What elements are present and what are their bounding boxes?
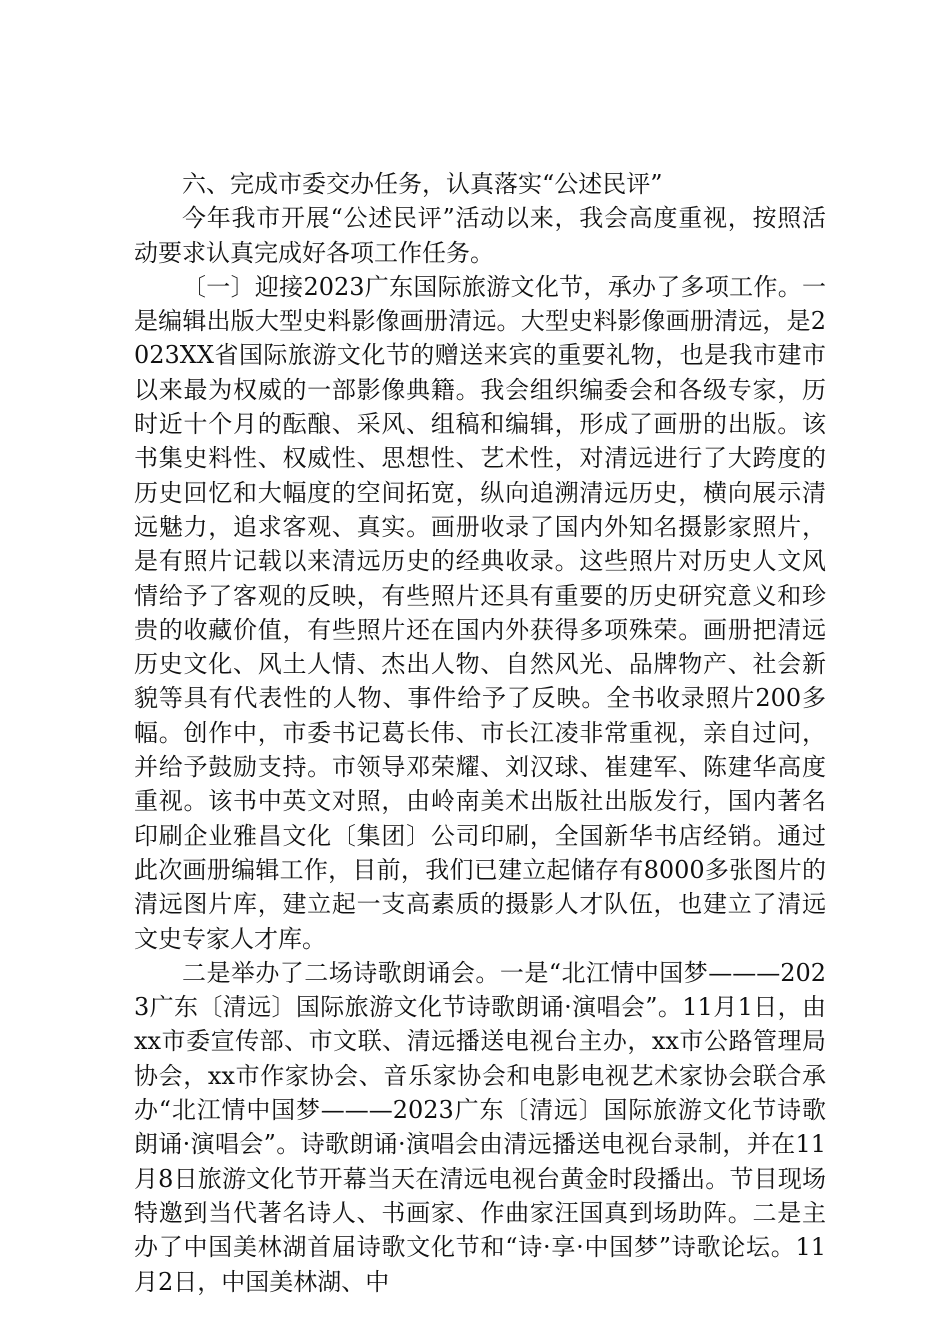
- paragraph-item-one: 〔一〕迎接2023广东国际旅游文化节，承办了多项工作。一是编辑出版大型史料影像画册清远。大型史料影像画册清远，是2023XX省国际旅游文化节的赠送来宾的重要礼物，也是我市建市以来最为权威的一部影像典籍。我会组织编委会和各级专家，历时近十个月的酝酿、采风、组稿和编辑，形成了画册的出版。该书集史料性、权威性、思想性、艺术性，对清远进行了大跨度的历史回忆和大幅度的空间拓宽，纵向追溯清远历史，横向展示清远魅力，追求客观、真实。画册收录了国内外知名摄影家照片，是有照片记载以来清远历史的经典收录。这些照片对历史人文风情给予了客观的反映，有些照片还具有重要的历史研究意义和珍贵的收藏价值，有些照片还在国内外获得多项殊荣。画册把清远历史文化、风土人情、杰出人物、自然风光、品牌物产、社会新貌等具有代表性的人物、事件给予了反映。全书收录照片200多幅。创作中，市委书记葛长伟、市长江凌非常重视，亲自过问，并给予鼓励支持。市领导邓荣耀、刘汉球、崔建军、陈建华高度重视。该书中英文对照，由岭南美术出版社出版发行，国内著名印刷企业雅昌文化〔集团〕公司印刷，全国新华书店经销。通过此次画册编辑工作，目前，我们已建立起储存有8000多张图片的清远图片库，建立起一支高素质的摄影人才队伍，也建立了清远文史专家人才库。: [134, 272, 826, 953]
- paragraph-intro: 今年我市开展“公述民评”活动以来，我会高度重视，按照活动要求认真完成好各项工作任务。: [134, 204, 826, 267]
- paragraph-poetry-events: 二是举办了二场诗歌朗诵会。一是“北江情中国梦———2023广东〔清远〕国际旅游文化节诗歌朗诵·演唱会”。11月1日，由xx市委宣传部、市文联、清远播送电视台主办，xx市公路管理局协会，xx市作家协会、音乐家协会和电影电视艺术家协会联合承办“北江情中国梦———2023广东〔清远〕国际旅游文化节诗歌朗诵·演唱会”。诗歌朗诵·演唱会由清远播送电视台录制，并在11月8日旅游文化节开幕当天在清远电视台黄金时段播出。节目现场特邀到当代著名诗人、书画家、作曲家汪国真到场助阵。二是主办了中国美林湖首届诗歌文化节和“诗·享·中国梦”诗歌论坛。11月2日，中国美林湖、中: [134, 958, 826, 1296]
- section-heading: 六、完成市委交办任务，认真落实“公述民评”: [182, 170, 663, 198]
- document-body: [134, 167, 826, 1299]
